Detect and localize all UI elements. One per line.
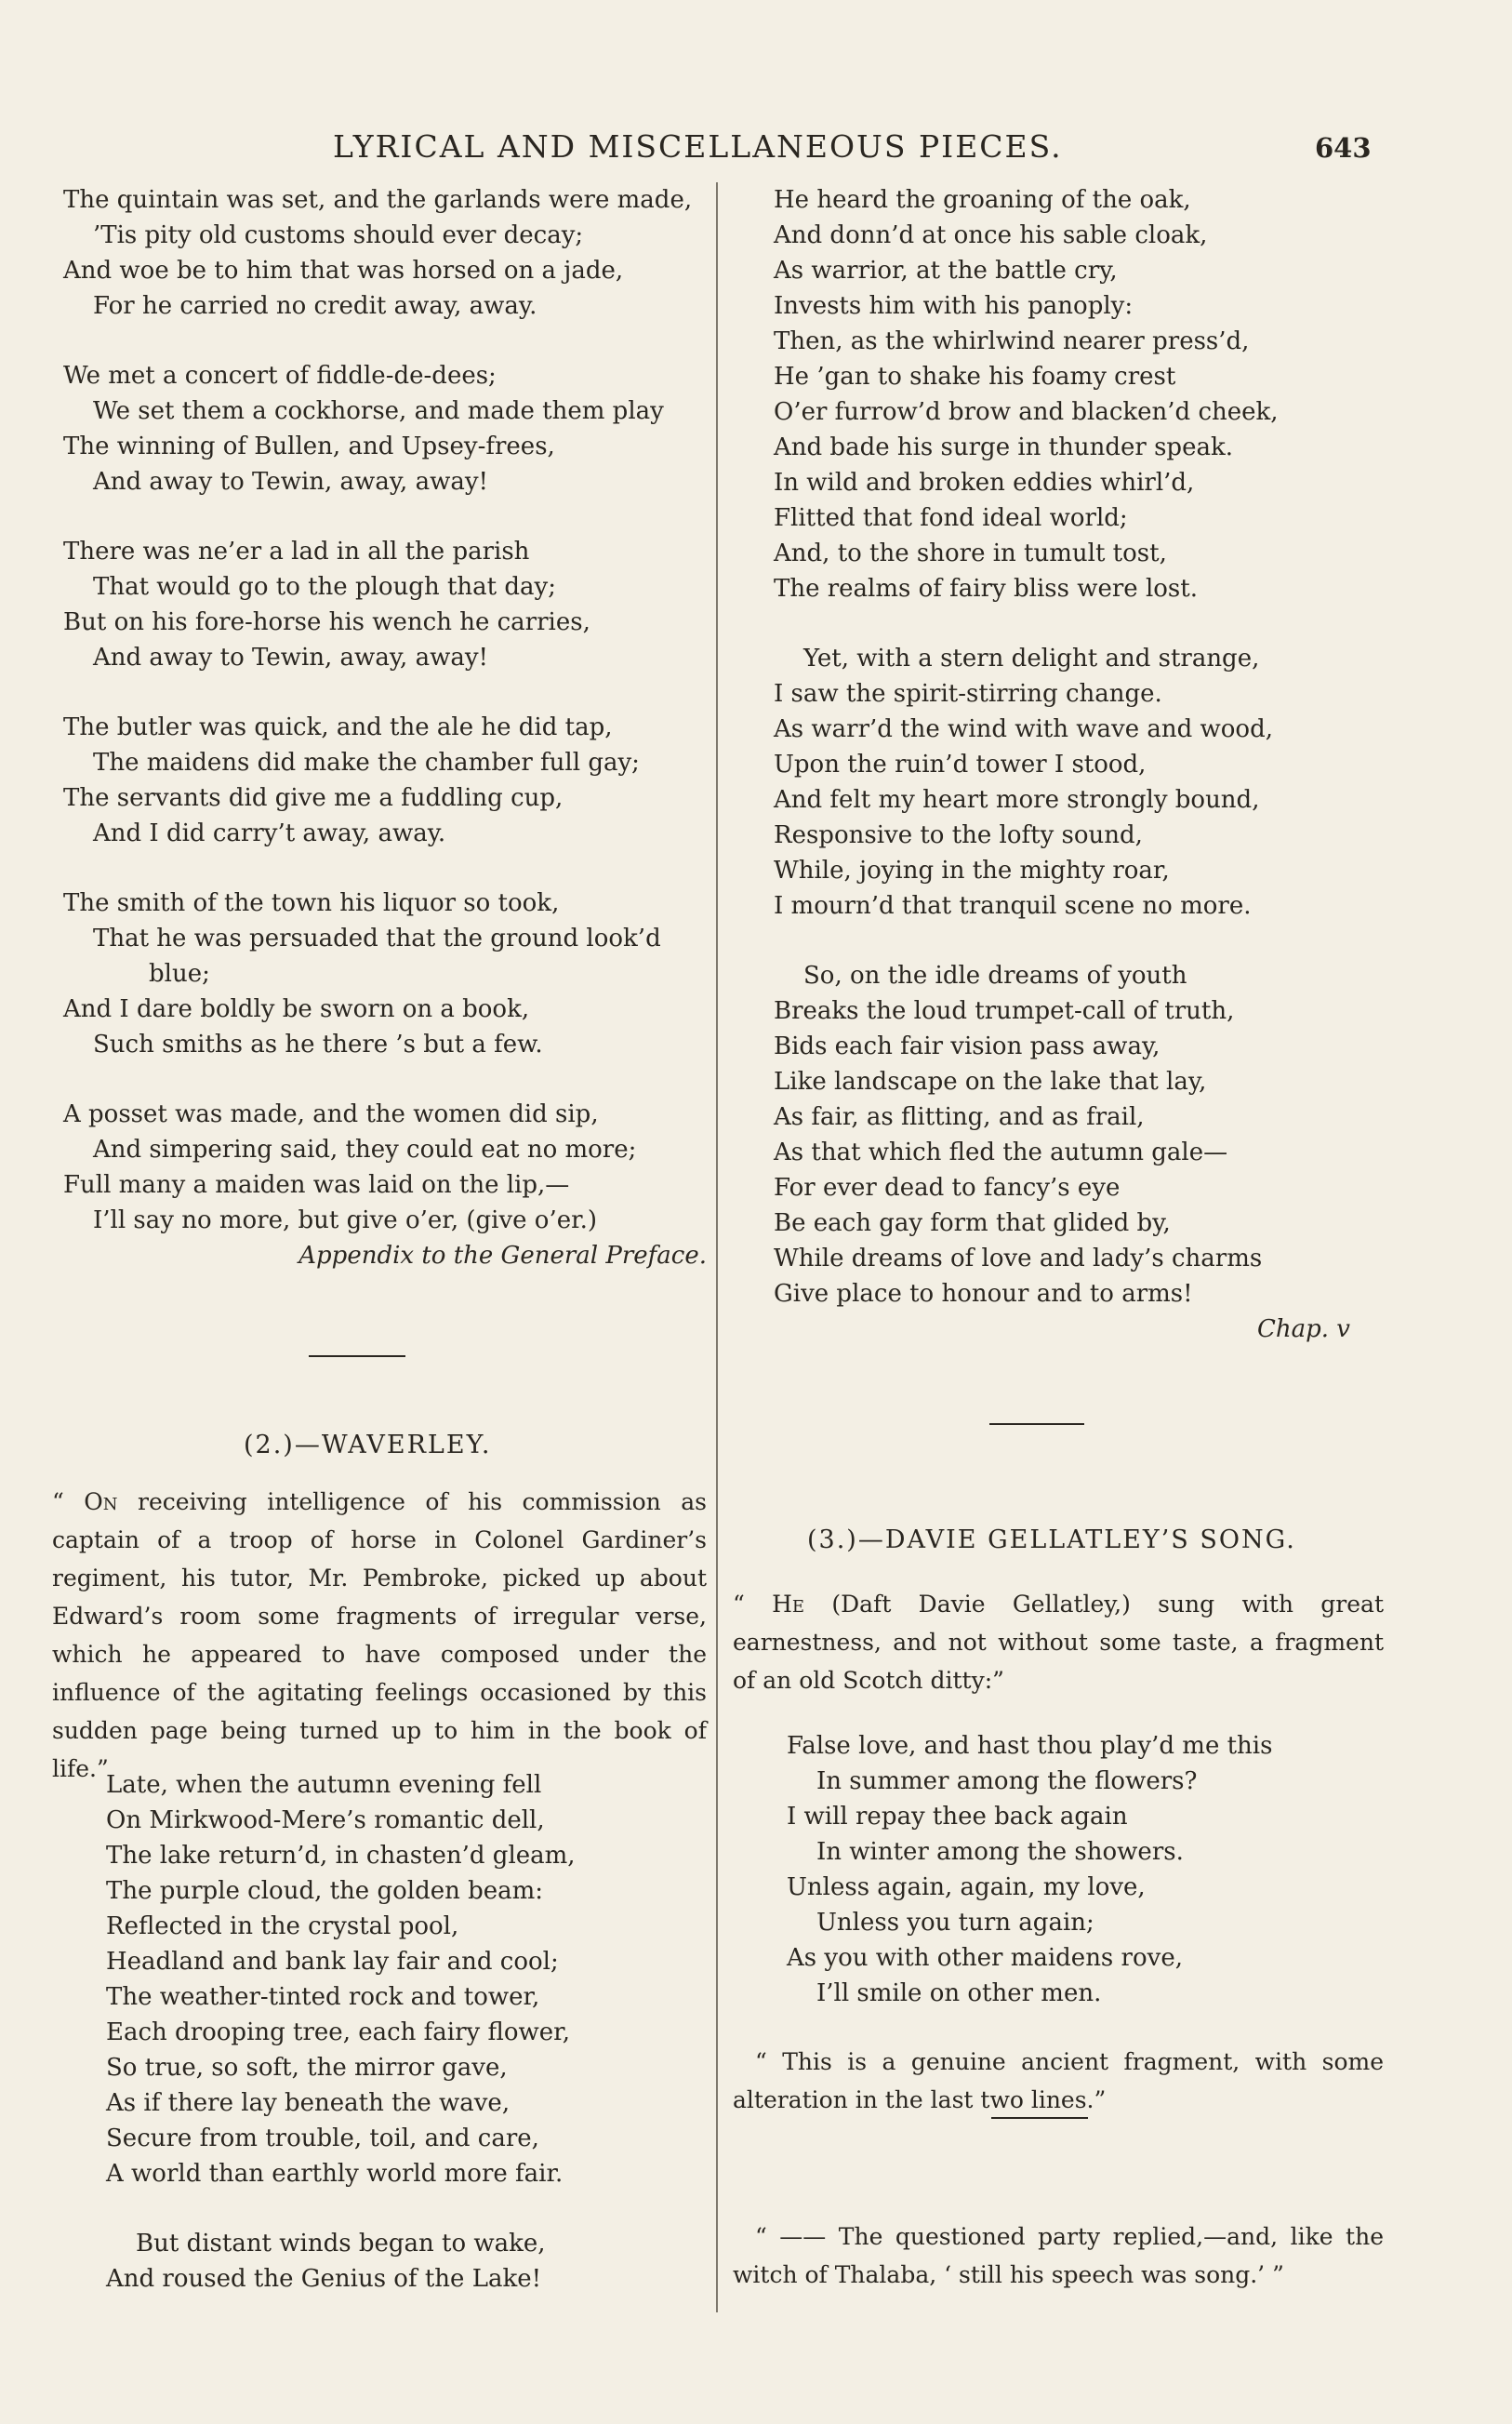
poem-line: As if there lay beneath the wave, [106, 2089, 511, 2117]
davie-intro [733, 1585, 1384, 1699]
poem-line: Unless you turn again; [816, 1909, 1094, 1937]
poem-line: As that which fled the autumn gale— [774, 1139, 1228, 1166]
right-column [774, 182, 1439, 1347]
stanza [63, 182, 707, 324]
poem-line: He ’gan to shake his foamy crest [774, 363, 1176, 391]
section-rule-right [989, 1423, 1084, 1425]
poem-line: Bids each fair vision pass away, [774, 1032, 1161, 1060]
poem-line: Each drooping tree, each fairy flower, [106, 2018, 570, 2046]
poem-line: The lake return’d, in chasten’d gleam, [106, 1842, 576, 1870]
left-column [63, 182, 707, 1273]
waverley-intro [52, 1483, 707, 1788]
poem-line: The servants did give me a fuddling cup, [63, 784, 564, 812]
poem-line: Headland and bank lay fair and cool; [106, 1948, 559, 1976]
waverley-intro-text [52, 1483, 707, 1788]
poem-line: Responsive to the lofty sound, [774, 821, 1143, 849]
poem-line: And roused the Genius of the Lake! [106, 2265, 542, 2293]
poem-line: As warrior, at the battle cry, [774, 257, 1118, 285]
davie-final [733, 2218, 1384, 2294]
davie-song [787, 1728, 1382, 2011]
poem-line: While, joying in the mighty roar, [774, 857, 1170, 885]
poem-line: The purple cloud, the golden beam: [106, 1877, 544, 1905]
poem-line: On Mirkwood-Mere’s romantic dell, [106, 1806, 545, 1834]
poem-line: The maidens did make the chamber full gay; [93, 749, 640, 777]
poem-line: Give place to honour and to arms! [774, 1280, 1193, 1308]
poem-line: Unless again, again, my love, [787, 1873, 1146, 1901]
intro-body: receiving intelligence of his commission as captain of a troop of horse in Colonel Gardiner’s regiment, his tutor, Mr. Pembroke, picked up about Edward’s room some fragments of irregular verse, which he appeared to have composed under the influence of the agitating feelings occasioned by this sudden page being turned up to him in the book of life.” [52, 1488, 707, 1782]
poem-line: The realms of fairy bliss were lost. [774, 575, 1198, 603]
poem-line: Yet, with a stern delight and strange, [803, 645, 1260, 673]
poem-line: And, to the shore in tumult tost, [774, 539, 1167, 567]
poem-line: Secure from trouble, toil, and care, [106, 2124, 539, 2152]
attribution: Appendix to the General Preface. [298, 1242, 707, 1270]
poem-line: There was ne’er a lad in all the parish [63, 538, 530, 566]
stanza [63, 358, 707, 499]
davie-intro-text [733, 1585, 1384, 1699]
poem-line: As you with other maidens rove, [787, 1944, 1183, 1972]
stanza [774, 958, 1439, 1312]
poem-line: Such smiths as he there ’s but a few. [93, 1031, 543, 1059]
waverley-poem-lines [106, 1767, 701, 2191]
poem-line: We set them a cockhorse, and made them play [93, 397, 664, 425]
poem-line: And donn’d at once his sable cloak, [774, 221, 1208, 249]
poem-line: Like landscape on the lake that lay, [774, 1068, 1207, 1096]
poem-line: O’er furrow’d brow and blacken’d cheek, [774, 398, 1279, 426]
poem-line: We met a concert of fiddle-de-dees; [63, 362, 497, 390]
poem-line: And bade his surge in thunder speak. [774, 433, 1233, 461]
intro-first-word: On [84, 1488, 118, 1515]
poem-line: Breaks the loud trumpet-call of truth, [774, 997, 1235, 1025]
poem-line: In wild and broken eddies whirl’d, [774, 469, 1195, 497]
poem-line: For he carried no credit away, away. [93, 292, 537, 320]
poem-line: And simpering said, they could eat no more; [93, 1136, 637, 1164]
davie-song-lines [787, 1728, 1382, 2011]
stanza [63, 1097, 707, 1238]
poem-line: The smith of the town his liquor so took, [63, 889, 560, 917]
poem-line: But on his fore-horse his wench he carries, [63, 608, 590, 636]
davie-heading: (3.)—DAVIE GELLATLEY’S SONG. [807, 1525, 1296, 1554]
stanza [774, 641, 1439, 924]
waverley-poem [106, 1767, 701, 2297]
poem-line: And I dare boldly be sworn on a book, [63, 995, 530, 1023]
poem-line: And felt my heart more strongly bound, [774, 786, 1260, 814]
poem-line: But distant winds began to wake, [136, 2230, 546, 2258]
poem-line: So true, so soft, the mirror gave, [106, 2054, 508, 2082]
poem-line: As warr’d the wind with wave and wood, [774, 715, 1273, 743]
poem-line: Then, as the whirlwind nearer press’d, [774, 327, 1250, 355]
poem-line: Invests him with his panoply: [774, 292, 1134, 320]
poem-line: I saw the spirit-stirring change. [774, 680, 1162, 708]
section-rule-right-2 [991, 2117, 1088, 2119]
poem-line: He heard the groaning of the oak, [774, 186, 1191, 214]
poem-line: As fair, as flitting, and as frail, [774, 1103, 1145, 1131]
poem-line: I mourn’d that tranquil scene no more. [774, 892, 1252, 920]
poem-line: In summer among the flowers? [816, 1767, 1198, 1795]
poem-line: While dreams of love and lady’s charms [774, 1245, 1263, 1272]
stanza [63, 534, 707, 675]
poem-line: Flitted that fond ideal world; [774, 504, 1128, 532]
poem-line: And I did carry’t away, away. [93, 819, 446, 847]
waverley-poem-end-lines [106, 2226, 701, 2297]
davie-first-word: He [772, 1591, 805, 1618]
poem-line: And away to Tewin, away, away! [93, 644, 488, 672]
poem-line: In winter among the showers. [816, 1838, 1184, 1866]
chapter-reference: Chap. v [1256, 1315, 1350, 1343]
poem-line: That he was persuaded that the ground look’d [93, 925, 661, 952]
poem-line: The winning of Bullen, and Upsey-frees, [63, 433, 555, 460]
davie-intro-body: (Daft Davie Gellatley,) sung with great earnestness, and not without some taste, a fragment of an old Scotch ditty:” [733, 1591, 1385, 1694]
waverley-heading: (2.)—WAVERLEY. [244, 1431, 492, 1459]
poem-line: False love, and hast thou play’d me this [787, 1732, 1273, 1760]
column-divider [716, 182, 718, 2312]
poem-line: For ever dead to fancy’s eye [774, 1174, 1121, 1202]
stanza [63, 710, 707, 851]
poem-line: I will repay thee back again [787, 1803, 1128, 1831]
poem-line: ’Tis pity old customs should ever decay; [93, 221, 584, 249]
poem-line: A world than earthly world more fair. [106, 2160, 564, 2188]
poem-line: That would go to the plough that day; [93, 573, 556, 601]
stanza [774, 182, 1439, 606]
poem-line: I’ll smile on other men. [816, 1979, 1102, 2007]
intro-quote-mark: “ [52, 1488, 64, 1515]
davie-quote-mark: “ [733, 1591, 745, 1618]
poem-line: The butler was quick, and the ale he did tap, [63, 713, 613, 741]
stanza [63, 886, 707, 1062]
poem-line: Upon the ruin’d tower I stood, [774, 751, 1147, 779]
poem-line: Full many a maiden was laid on the lip,— [63, 1171, 570, 1199]
section-rule-left [309, 1355, 405, 1357]
poem-line: Be each gay form that glided by, [774, 1209, 1171, 1237]
poem-line: Late, when the autumn evening fell [106, 1771, 542, 1799]
poem-line: The quintain was set, and the garlands were made, [63, 186, 693, 214]
running-head: LYRICAL AND MISCELLANEOUS PIECES. [333, 128, 1063, 165]
poem-line: A posset was made, and the women did sip, [63, 1100, 599, 1128]
davie-final-text: “ —— The questioned party replied,—and, like the witch of Thalaba, ‘ still his speech was song.’ ” [733, 2223, 1384, 2288]
poem-line: I’ll say no more, but give o’er, (give o’er.) [93, 1206, 598, 1234]
poem-line: And away to Tewin, away, away! [93, 468, 488, 496]
davie-note [733, 2043, 1384, 2119]
poem-line: So, on the idle dreams of youth [803, 962, 1187, 990]
left-poem-stanzas [63, 182, 707, 1238]
davie-note-text: “ This is a genuine ancient fragment, with some alteration in the last two lines.” [733, 2048, 1384, 2113]
poem-line: The weather-tinted rock and tower, [106, 1983, 540, 2011]
poem-line: And woe be to him that was horsed on a jade, [63, 257, 624, 285]
poem-line: Reflected in the crystal pool, [106, 1912, 459, 1940]
page-number: 643 [1315, 132, 1372, 164]
right-poem-stanzas [774, 182, 1439, 1312]
poem-line: blue; [149, 960, 210, 988]
